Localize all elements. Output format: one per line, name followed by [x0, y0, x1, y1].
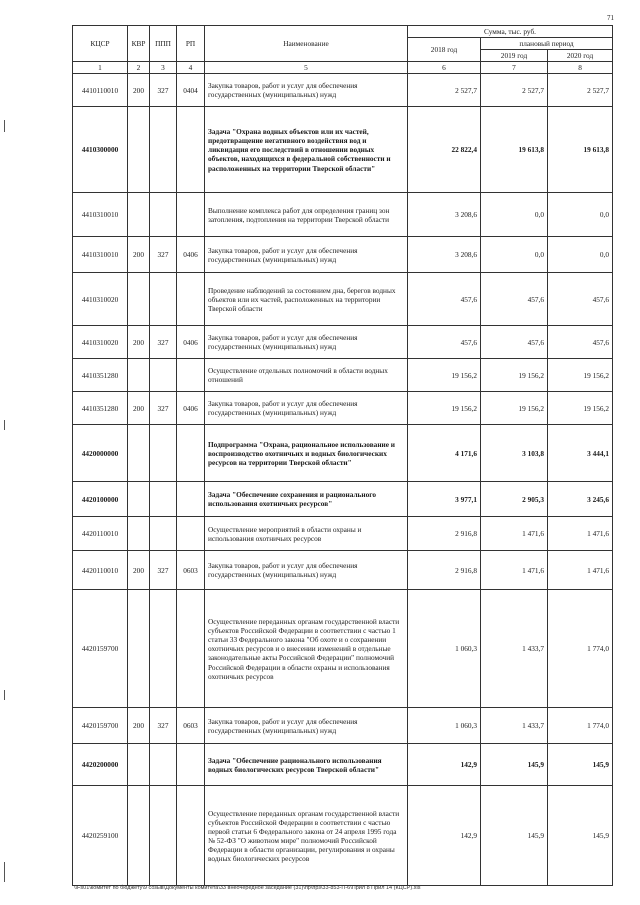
- cell-2018: 19 156,2: [408, 359, 481, 392]
- cell-2020: 1 471,6: [548, 517, 613, 551]
- cell-2020: 0,0: [548, 237, 613, 273]
- cell-name: Закупка товаров, работ и услуг для обеспечения государственных (муниципальных) нужд: [205, 326, 408, 359]
- cell-kcsr: 4420259100: [73, 786, 128, 886]
- cell-2020: 19 156,2: [548, 392, 613, 425]
- table-row: [73, 786, 613, 886]
- cell-rp: 0406: [177, 237, 205, 273]
- table-row: [73, 74, 613, 107]
- cell-kcsr: 4410351280: [73, 359, 128, 392]
- cell-ppp: 327: [150, 551, 177, 590]
- col-header-name: Наименование: [205, 26, 408, 62]
- cell-name: Закупка товаров, работ и услуг для обеспечения государственных (муниципальных) нужд: [205, 74, 408, 107]
- cell-ppp: 327: [150, 237, 177, 273]
- page-number: 71: [607, 14, 614, 22]
- cell-rp: [177, 744, 205, 786]
- cell-ppp: 327: [150, 708, 177, 744]
- cell-2018: 142,9: [408, 786, 481, 886]
- cell-rp: [177, 425, 205, 482]
- cell-name: Осуществление переданных органам государственной власти субъектов Российской Федерации в соответствии с частью первой статьи 6 Федерального закона от 24 апреля 1995 года № 52-ФЗ "О животном мире" полномочий Российской Федерации в области организации, регулирования и охраны водных биологических ресурсов: [205, 786, 408, 886]
- cell-2020: 457,6: [548, 326, 613, 359]
- cell-name: Задача "Охрана водных объектов или их частей, предотвращение негативного воздействия вод и ликвидация его последствий в отношении водных объектов, находящихся в федеральной собственности и расположенных на территории Тверской области": [205, 107, 408, 193]
- cell-kvr: [128, 786, 150, 886]
- table-row: [73, 551, 613, 590]
- table-row: [73, 237, 613, 273]
- cell-kvr: 200: [128, 74, 150, 107]
- cell-2020: 145,9: [548, 786, 613, 886]
- binding-mark: [4, 690, 5, 700]
- table-row: [73, 326, 613, 359]
- table-row: [73, 193, 613, 237]
- col-header-plan-period: плановый период: [481, 38, 613, 50]
- binding-mark: [4, 862, 5, 882]
- cell-ppp: [150, 193, 177, 237]
- cell-kvr: 200: [128, 392, 150, 425]
- cell-2020: 2 527,7: [548, 74, 613, 107]
- cell-2018: 142,9: [408, 744, 481, 786]
- cell-2019: 2 527,7: [481, 74, 548, 107]
- cell-name: Осуществление отдельных полномочий в области водных отношений: [205, 359, 408, 392]
- cell-ppp: [150, 425, 177, 482]
- col-header-2020: 2020 год: [548, 50, 613, 62]
- column-number: 2: [128, 62, 150, 74]
- cell-2018: 3 208,6: [408, 237, 481, 273]
- cell-2019: 0,0: [481, 193, 548, 237]
- column-number: 4: [177, 62, 205, 74]
- cell-2019: 145,9: [481, 786, 548, 886]
- column-number: 3: [150, 62, 177, 74]
- col-header-ppp: ППП: [150, 26, 177, 62]
- budget-table: [72, 25, 613, 886]
- cell-2018: 1 060,3: [408, 590, 481, 708]
- cell-rp: [177, 107, 205, 193]
- cell-name: Задача "Обеспечение рационального использования водных биологических ресурсов Тверской области": [205, 744, 408, 786]
- cell-ppp: 327: [150, 326, 177, 359]
- file-path-footer: \\Fs01\комитет по бюджету\9 созыв\Документы комитета\33 внеочередное заседание (31)\пр\прз\33-853-П-6\Прил 8 Прил 14 (КЦСР).xls: [74, 885, 421, 891]
- table-row: [73, 744, 613, 786]
- cell-kcsr: 4410310010: [73, 237, 128, 273]
- table-row: [73, 517, 613, 551]
- col-header-kcsr: КЦСР: [73, 26, 128, 62]
- cell-2020: 1 774,0: [548, 590, 613, 708]
- cell-kvr: [128, 425, 150, 482]
- cell-2019: 1 433,7: [481, 590, 548, 708]
- cell-ppp: 327: [150, 74, 177, 107]
- cell-2020: 0,0: [548, 193, 613, 237]
- table-row: [73, 392, 613, 425]
- cell-2019: 19 156,2: [481, 359, 548, 392]
- cell-2019: 19 156,2: [481, 392, 548, 425]
- cell-kcsr: 4410310020: [73, 326, 128, 359]
- column-number: 8: [548, 62, 613, 74]
- cell-ppp: [150, 482, 177, 517]
- cell-kvr: [128, 107, 150, 193]
- col-header-2018: 2018 год: [408, 38, 481, 62]
- cell-kvr: [128, 482, 150, 517]
- cell-kcsr: 4420100000: [73, 482, 128, 517]
- cell-2018: 3 977,1: [408, 482, 481, 517]
- cell-name: Закупка товаров, работ и услуг для обеспечения государственных (муниципальных) нужд: [205, 708, 408, 744]
- cell-2020: 3 245,6: [548, 482, 613, 517]
- cell-kvr: [128, 273, 150, 326]
- cell-2018: 2 527,7: [408, 74, 481, 107]
- cell-2020: 1 471,6: [548, 551, 613, 590]
- cell-2019: 145,9: [481, 744, 548, 786]
- cell-ppp: [150, 744, 177, 786]
- cell-kvr: [128, 590, 150, 708]
- cell-2019: 0,0: [481, 237, 548, 273]
- cell-rp: [177, 786, 205, 886]
- cell-kvr: [128, 193, 150, 237]
- cell-2019: 457,6: [481, 326, 548, 359]
- cell-2020: 457,6: [548, 273, 613, 326]
- table-row: [73, 273, 613, 326]
- column-number: 5: [205, 62, 408, 74]
- cell-2020: 1 774,0: [548, 708, 613, 744]
- cell-kvr: 200: [128, 237, 150, 273]
- cell-2018: 19 156,2: [408, 392, 481, 425]
- cell-rp: [177, 517, 205, 551]
- cell-kvr: 200: [128, 326, 150, 359]
- cell-rp: [177, 273, 205, 326]
- cell-name: Закупка товаров, работ и услуг для обеспечения государственных (муниципальных) нужд: [205, 551, 408, 590]
- cell-name: Осуществление мероприятий в области охраны и использования охотничьих ресурсов: [205, 517, 408, 551]
- column-number: 1: [73, 62, 128, 74]
- table-row: [73, 425, 613, 482]
- cell-kcsr: 4420000000: [73, 425, 128, 482]
- cell-kcsr: 4410310010: [73, 193, 128, 237]
- binding-mark: [4, 120, 5, 132]
- cell-rp: [177, 193, 205, 237]
- cell-name: Закупка товаров, работ и услуг для обеспечения государственных (муниципальных) нужд: [205, 237, 408, 273]
- cell-rp: 0406: [177, 326, 205, 359]
- cell-kcsr: 4420110010: [73, 551, 128, 590]
- cell-kcsr: 4420200000: [73, 744, 128, 786]
- cell-2018: 1 060,3: [408, 708, 481, 744]
- cell-2019: 1 433,7: [481, 708, 548, 744]
- cell-name: Подпрограмма "Охрана, рациональное использование и воспроизводство охотничьих и водных биологических ресурсов на территории Тверской области": [205, 425, 408, 482]
- cell-kvr: 200: [128, 708, 150, 744]
- cell-kcsr: 4410310020: [73, 273, 128, 326]
- cell-2020: 19 613,8: [548, 107, 613, 193]
- cell-rp: 0404: [177, 74, 205, 107]
- cell-2018: 457,6: [408, 273, 481, 326]
- col-header-kvr: КВР: [128, 26, 150, 62]
- cell-2020: 19 156,2: [548, 359, 613, 392]
- cell-2020: 3 444,1: [548, 425, 613, 482]
- cell-ppp: [150, 273, 177, 326]
- cell-ppp: [150, 786, 177, 886]
- table-row: [73, 482, 613, 517]
- cell-kcsr: 4410351280: [73, 392, 128, 425]
- cell-kvr: 200: [128, 551, 150, 590]
- cell-rp: [177, 590, 205, 708]
- cell-2019: 19 613,8: [481, 107, 548, 193]
- cell-2018: 3 208,6: [408, 193, 481, 237]
- cell-kcsr: 4420159700: [73, 590, 128, 708]
- table-row: [73, 107, 613, 193]
- cell-kcsr: 4420110010: [73, 517, 128, 551]
- col-header-sum: Сумма, тыс. руб.: [408, 26, 613, 38]
- cell-ppp: [150, 359, 177, 392]
- cell-2019: 3 103,8: [481, 425, 548, 482]
- cell-name: Закупка товаров, работ и услуг для обеспечения государственных (муниципальных) нужд: [205, 392, 408, 425]
- col-header-rp: РП: [177, 26, 205, 62]
- cell-ppp: [150, 590, 177, 708]
- cell-2018: 457,6: [408, 326, 481, 359]
- cell-rp: 0406: [177, 392, 205, 425]
- cell-2019: 1 471,6: [481, 517, 548, 551]
- binding-mark: [4, 420, 5, 430]
- column-number: 7: [481, 62, 548, 74]
- cell-2018: 2 916,8: [408, 551, 481, 590]
- cell-name: Осуществление переданных органам государственной власти субъектов Российской Федерации в соответствии с частью 1 статьи 33 Федерального закона "Об охоте и о сохранении охотничьих ресурсов и о внесении изменений в отдельные законодательные акты Российской Федерации" полномочий Российской Федерации в области охраны и использования охотничьих ресурсов: [205, 590, 408, 708]
- cell-kvr: [128, 744, 150, 786]
- cell-2018: 2 916,8: [408, 517, 481, 551]
- cell-2020: 145,9: [548, 744, 613, 786]
- cell-name: Проведение наблюдений за состоянием дна, берегов водных объектов или их частей, расположенных на территории Тверской области: [205, 273, 408, 326]
- cell-kcsr: 4410110010: [73, 74, 128, 107]
- cell-rp: 0603: [177, 708, 205, 744]
- cell-2019: 2 905,3: [481, 482, 548, 517]
- cell-kcsr: 4410300000: [73, 107, 128, 193]
- table-row: [73, 708, 613, 744]
- column-number-row: [73, 62, 613, 74]
- cell-ppp: [150, 517, 177, 551]
- column-number: 6: [408, 62, 481, 74]
- cell-name: Задача "Обеспечение сохранения и рационального использования охотничьих ресурсов": [205, 482, 408, 517]
- cell-kvr: [128, 517, 150, 551]
- cell-2019: 1 471,6: [481, 551, 548, 590]
- table-row: [73, 590, 613, 708]
- cell-rp: [177, 482, 205, 517]
- cell-ppp: [150, 107, 177, 193]
- cell-2019: 457,6: [481, 273, 548, 326]
- cell-kvr: [128, 359, 150, 392]
- col-header-2019: 2019 год: [481, 50, 548, 62]
- table-row: [73, 359, 613, 392]
- cell-ppp: 327: [150, 392, 177, 425]
- cell-rp: [177, 359, 205, 392]
- cell-kcsr: 4420159700: [73, 708, 128, 744]
- cell-2018: 22 822,4: [408, 107, 481, 193]
- cell-2018: 4 171,6: [408, 425, 481, 482]
- cell-name: Выполнение комплекса работ для определения границ зон затопления, подтопления на территории Тверской области: [205, 193, 408, 237]
- cell-rp: 0603: [177, 551, 205, 590]
